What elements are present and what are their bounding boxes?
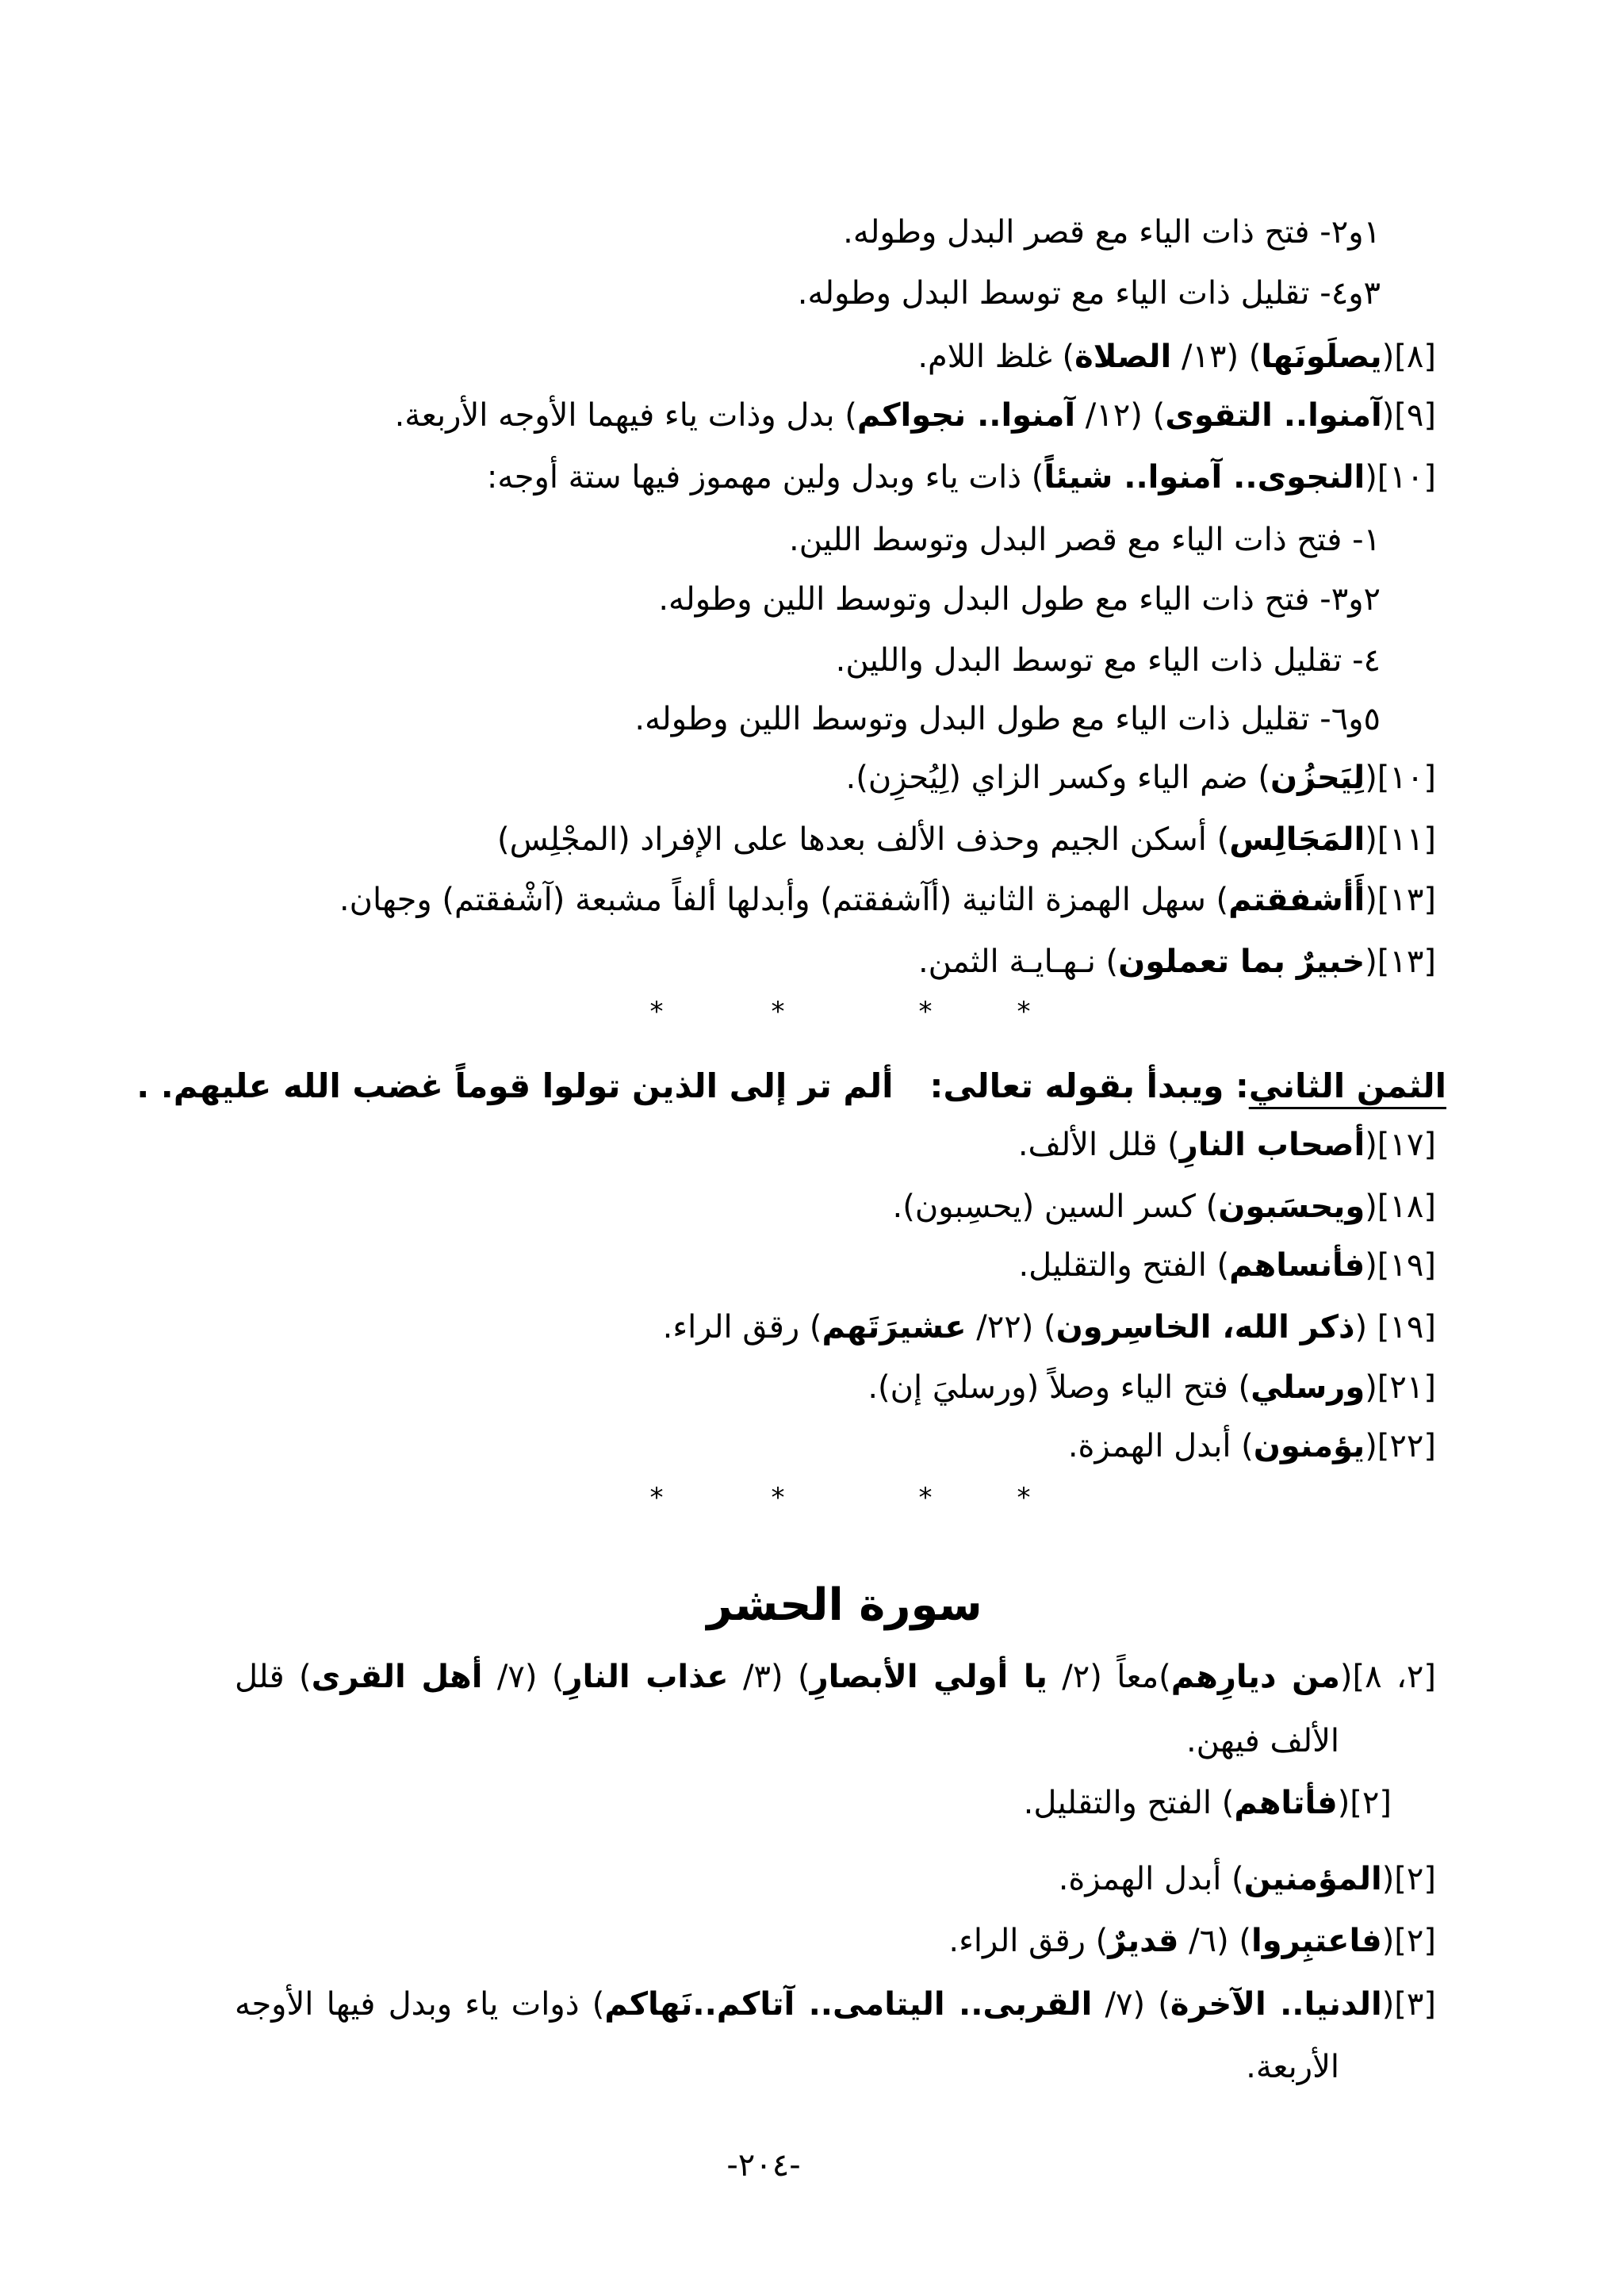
note-text: ) ذوات ياء وبدل فيها الأوجه bbox=[235, 1986, 605, 2023]
separator-star: * bbox=[649, 996, 664, 1028]
note-text: ) (١٣/ bbox=[1171, 339, 1262, 375]
entry-line bbox=[119, 1855, 1436, 1903]
heading-verse: ألم تر إلى الذين تولوا قوماً غضب الله عليهم. . bbox=[136, 1066, 894, 1105]
heading-intro: : ويبدأ بقوله تعالى: bbox=[929, 1066, 1249, 1105]
note-text: ١- فتح ذات الياء مع قصر البدل وتوسط اللين. bbox=[789, 522, 1381, 558]
eighth-heading bbox=[111, 1062, 1446, 1110]
note-text: ) قلل الألف. bbox=[1017, 1127, 1180, 1163]
continuation-line bbox=[119, 1717, 1339, 1765]
entry-line bbox=[235, 1653, 1436, 1701]
quran-term: أَأشفقتم bbox=[1228, 882, 1365, 918]
note-text: ) الفتح والتقليل. bbox=[1023, 1785, 1235, 1821]
note-text: ) سهل الهمزة الثانية (أآشفقتم) وأبدلها ألفاً مشبعة (آشْفقتم) وجهان. bbox=[339, 882, 1229, 918]
entry-line bbox=[119, 1422, 1436, 1470]
entry-line bbox=[119, 1779, 1392, 1827]
entry-line bbox=[119, 392, 1436, 439]
eighth-label: الثمن الثاني bbox=[1248, 1066, 1446, 1105]
note-text: [٢]( bbox=[1381, 1923, 1436, 1959]
note-text: [٢، ٨]( bbox=[1339, 1659, 1436, 1695]
note-text: ) غلظ اللام. bbox=[917, 339, 1075, 375]
note-text: [١١]( bbox=[1365, 821, 1436, 858]
separator-star: * bbox=[918, 996, 933, 1028]
entry-line bbox=[119, 938, 1436, 986]
quran-term: يؤمنون bbox=[1253, 1428, 1365, 1464]
quran-term: ذكر الله، الخاسِرون bbox=[1055, 1309, 1355, 1346]
note-text: [١٩]( bbox=[1365, 1247, 1436, 1284]
quran-term: أصحاب النارِ bbox=[1179, 1127, 1365, 1163]
entry-line bbox=[119, 454, 1436, 501]
quran-term: خبيرٌ بما تعملون bbox=[1118, 944, 1365, 980]
entry-line bbox=[235, 1981, 1436, 2028]
note-text: ) (٦/ bbox=[1178, 1923, 1252, 1959]
separator-star: * bbox=[1017, 1482, 1031, 1514]
variant-line bbox=[119, 576, 1381, 623]
quran-term: يصلَونَها bbox=[1261, 339, 1382, 375]
quran-term: الدنيا.. الآخرة bbox=[1170, 1986, 1382, 2023]
note-text: [٢٢]( bbox=[1365, 1428, 1436, 1464]
entry-line bbox=[119, 1917, 1436, 1965]
note-text: ) رقق الراء. bbox=[662, 1309, 822, 1346]
quran-term: يا أولي الأبصارِ bbox=[810, 1659, 1048, 1695]
note-text: ٣و٤- تقليل ذات الياء مع توسط البدل وطوله. bbox=[797, 275, 1381, 312]
quran-term: القربى.. اليتامى.. آتاكم..نَهاكم bbox=[604, 1986, 1093, 2023]
quran-term: عذاب النارِ bbox=[564, 1659, 729, 1695]
note-text: [١٣]( bbox=[1365, 944, 1436, 980]
note-text: الألف فيهن. bbox=[1185, 1723, 1339, 1759]
note-text: [٩]( bbox=[1381, 397, 1436, 434]
quran-term: الصلاة bbox=[1074, 339, 1172, 375]
quran-term: المؤمنين bbox=[1243, 1861, 1382, 1897]
note-text: ) بدل وذات ياء فيهما الأوجه الأربعة. bbox=[394, 397, 857, 434]
note-text: [١٩] ( bbox=[1354, 1309, 1436, 1346]
note-text: الأربعة. bbox=[1246, 2049, 1339, 2085]
quran-term: قديرٌ bbox=[1108, 1923, 1179, 1959]
quran-term: المَجَالِس bbox=[1229, 821, 1365, 858]
quran-term: آمنوا.. التقوى bbox=[1165, 397, 1382, 434]
note-text: ) فتح الياء وصلاً (ورسليَ إن). bbox=[868, 1369, 1251, 1406]
note-text: ٤- تقليل ذات الياء مع توسط البدل واللين. bbox=[835, 642, 1381, 679]
quran-term: ورسلي bbox=[1251, 1369, 1365, 1406]
variant-line bbox=[119, 270, 1381, 317]
entry-line bbox=[119, 1242, 1436, 1289]
entry-line bbox=[119, 816, 1436, 863]
note-text: ) أبدل الهمزة. bbox=[1067, 1428, 1254, 1464]
note-text: ) رقق الراء. bbox=[948, 1923, 1109, 1959]
note-text: [٢١]( bbox=[1365, 1369, 1436, 1406]
note-text: [١٠]( bbox=[1365, 760, 1436, 796]
note-text: [٨]( bbox=[1381, 339, 1436, 375]
continuation-line bbox=[119, 2043, 1339, 2091]
entry-line bbox=[119, 333, 1436, 381]
note-text: ) (٢٢/ bbox=[966, 1309, 1056, 1346]
note-text: ٢و٣- فتح ذات الياء مع طول البدل وتوسط اللين وطوله. bbox=[658, 581, 1381, 618]
quran-term: عشيرَتَهم bbox=[822, 1309, 967, 1346]
separator-star: * bbox=[649, 1482, 664, 1514]
variant-line bbox=[119, 637, 1381, 684]
note-text: ) أسكن الجيم وحذف الألف بعدها على الإفراد (المجْلِس) bbox=[497, 821, 1230, 858]
note-text: ) ضم الياء وكسر الزاي (لِيُحزِن). bbox=[845, 760, 1270, 796]
entry-line bbox=[119, 1183, 1436, 1231]
note-text: [١٨]( bbox=[1365, 1189, 1436, 1225]
note-text: ١و٢- فتح ذات الياء مع قصر البدل وطوله. bbox=[843, 214, 1381, 251]
note-text: ) أبدل الهمزة. bbox=[1058, 1861, 1244, 1897]
note-text: [١٣]( bbox=[1365, 882, 1436, 918]
quran-term: فأتاهم bbox=[1234, 1785, 1338, 1821]
note-text: ) نـهـايـة الثمن. bbox=[917, 944, 1119, 980]
note-text: ) (٧/ bbox=[1092, 1986, 1170, 2023]
variant-line bbox=[119, 516, 1381, 564]
note-text: ) (٧/ bbox=[482, 1659, 565, 1695]
quran-term: فأنساهم bbox=[1229, 1247, 1365, 1284]
quran-term: من ديارِهم bbox=[1170, 1659, 1340, 1695]
entry-line bbox=[119, 754, 1436, 802]
note-text: ) قلل bbox=[235, 1659, 312, 1695]
separator-star: * bbox=[771, 996, 785, 1028]
note-text: [٢]( bbox=[1337, 1785, 1392, 1821]
note-text: [٢]( bbox=[1381, 1861, 1436, 1897]
note-text: [١٧]( bbox=[1365, 1127, 1436, 1163]
quran-term: أهل القرى bbox=[311, 1659, 483, 1695]
entry-line bbox=[119, 876, 1436, 924]
variant-line bbox=[119, 209, 1381, 256]
note-text: ) (١٢/ bbox=[1075, 397, 1166, 434]
separator-star: * bbox=[771, 1482, 785, 1514]
quran-term: النجوى.. آمنوا.. شيئاً bbox=[1044, 459, 1365, 496]
quran-term: لِيَحزُن bbox=[1270, 760, 1365, 796]
note-text: ٥و٦- تقليل ذات الياء مع طول البدل وتوسط اللين وطوله. bbox=[634, 701, 1381, 737]
entry-line bbox=[119, 1364, 1436, 1411]
separator-star: * bbox=[918, 1482, 933, 1514]
quran-term: فاعتبِروا bbox=[1251, 1923, 1382, 1959]
note-text: ) ذات ياء وبدل ولين مهموز فيها ستة أوجه: bbox=[486, 459, 1044, 496]
quran-term: ويحسَبون bbox=[1218, 1189, 1365, 1225]
entry-line bbox=[119, 1121, 1436, 1169]
separator-star: * bbox=[1017, 996, 1031, 1028]
note-text: [١٠]( bbox=[1365, 459, 1436, 496]
page-number: -٢٠٤- bbox=[726, 2147, 801, 2184]
note-text: ) الفتح والتقليل. bbox=[1018, 1247, 1230, 1284]
note-text: [٣]( bbox=[1381, 1986, 1436, 2023]
variant-line bbox=[119, 695, 1381, 743]
entry-line bbox=[119, 1303, 1436, 1351]
surah-title: سورة الحشر bbox=[707, 1579, 982, 1631]
note-text: ) (٣/ bbox=[728, 1659, 810, 1695]
note-text: ) كسر السين (يحسِبون). bbox=[892, 1189, 1219, 1225]
quran-term: آمنوا.. نجواكم bbox=[856, 397, 1076, 434]
note-text: )معاً (٢/ bbox=[1047, 1659, 1171, 1695]
